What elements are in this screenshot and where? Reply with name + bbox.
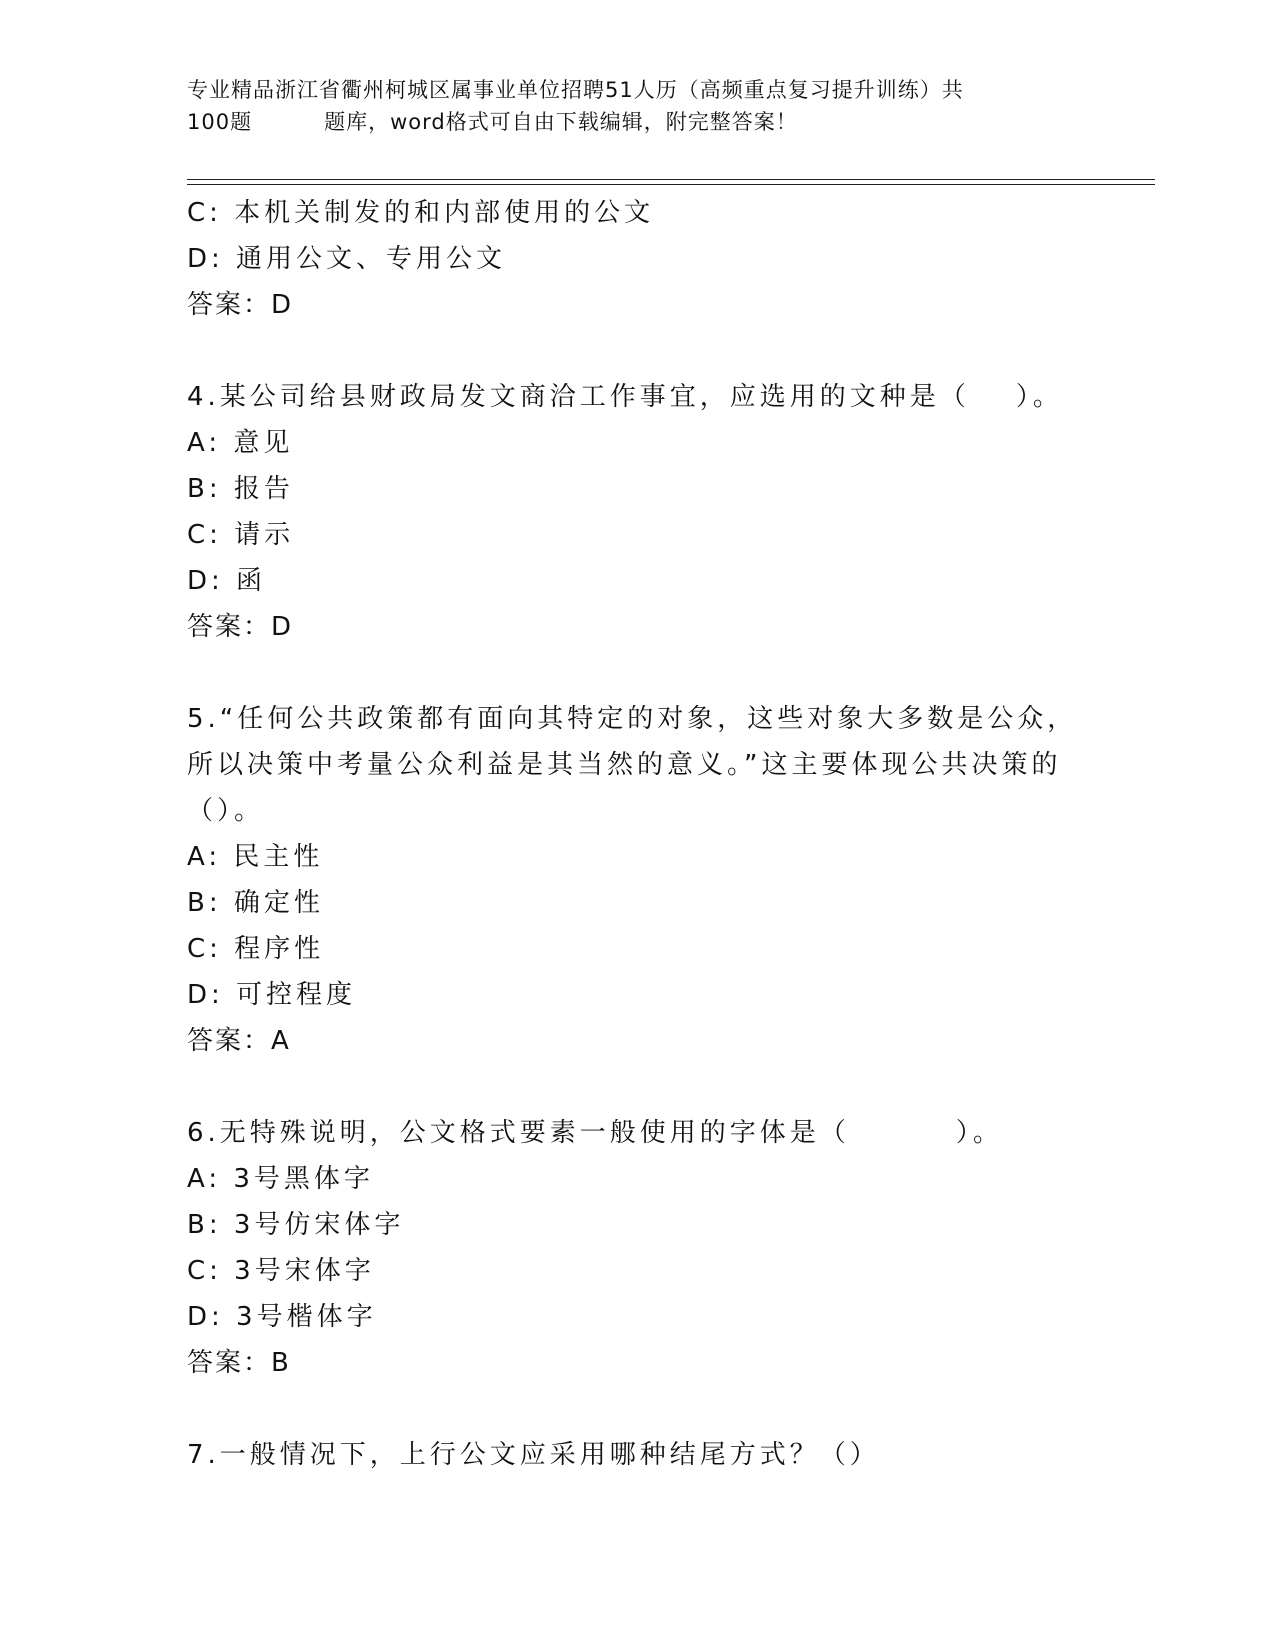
question-stem: [187, 1110, 1147, 1156]
question-stem: [187, 374, 1147, 420]
question-list: [187, 190, 1147, 1478]
header-rule-bottom: [187, 184, 1155, 185]
option-c: C: 请示: [187, 520, 295, 550]
option-d: D: 可控程度: [187, 980, 357, 1010]
header-count: 100题: [187, 110, 253, 134]
option-b: B: 确定性: [187, 888, 324, 918]
option-a: A: 意见: [187, 428, 294, 458]
option-c: C: 3号宋体字: [187, 1256, 375, 1286]
question-stem-text: 4.某公司给县财政局发文商洽工作事宜，应选用的文种是（: [187, 382, 970, 412]
header-line-1: 专业精品浙江省衢州柯城区属事业单位招聘51人历（高频重点复习提升训练）共: [187, 78, 964, 102]
option-d: D: 函: [187, 566, 267, 596]
header-desc: 题库，word格式可自由下载编辑，附完整答案！: [324, 110, 798, 134]
answer: 答案：B: [187, 1348, 291, 1378]
header-line-2: [187, 106, 1087, 138]
option-d: D: 3号楷体字: [187, 1302, 377, 1332]
option-c: C: 程序性: [187, 934, 325, 964]
question-stem-end: ）。: [955, 1118, 1003, 1148]
question-stem-line: （）。: [187, 796, 265, 826]
answer: 答案：D: [187, 290, 294, 320]
question-stem-line: 5.“任何公共政策都有面向其特定的对象，这些对象大多数是公众，: [187, 704, 1078, 734]
question-stem: 7.一般情况下，上行公文应采用哪种结尾方式？（）: [187, 1440, 880, 1470]
option-a: A: 民主性: [187, 842, 324, 872]
option-d: D: 通用公文、专用公文: [187, 244, 507, 274]
question-stem-end: ）。: [1015, 382, 1063, 412]
answer: 答案：D: [187, 612, 294, 642]
option-b: B: 报告: [187, 474, 294, 504]
option-a: A: 3号黑体字: [187, 1164, 374, 1194]
option-c: C: 本机关制发的和内部使用的公文: [187, 198, 655, 228]
question-stem-line: 所以决策中考量公众利益是其当然的意义。”这主要体现公共决策的: [187, 750, 1062, 780]
option-b: B: 3号仿宋体字: [187, 1210, 405, 1240]
header-rule-top: [187, 179, 1155, 180]
document-header: [187, 74, 1087, 138]
answer: 答案：A: [187, 1026, 291, 1056]
question-stem-text: 6.无特殊说明，公文格式要素一般使用的字体是（: [187, 1118, 850, 1148]
